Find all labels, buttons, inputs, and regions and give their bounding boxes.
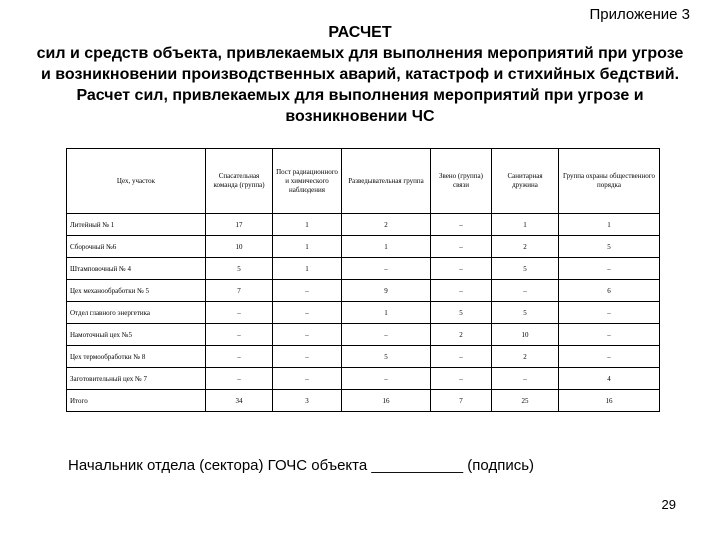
table-cell: 5	[431, 302, 492, 324]
header-comms-unit: Звено (группа) связи	[431, 149, 492, 214]
table-cell: –	[273, 280, 342, 302]
header-radiation-post: Пост радиационного и химического наблюдения	[273, 149, 342, 214]
table-cell: –	[342, 324, 431, 346]
table-cell: –	[273, 346, 342, 368]
table-cell: 5	[342, 346, 431, 368]
table-cell: –	[559, 302, 660, 324]
table-cell: 5	[559, 236, 660, 258]
table-row	[67, 368, 660, 390]
table-cell: 2	[492, 346, 559, 368]
table-cell: –	[431, 368, 492, 390]
table-cell: 6	[559, 280, 660, 302]
appendix-label: Приложение 3	[589, 6, 690, 23]
table-cell: –	[273, 302, 342, 324]
row-name-cell: Отдел главного энергетика	[67, 302, 206, 324]
table-cell: –	[559, 324, 660, 346]
row-name-cell: Итого	[67, 390, 206, 412]
table-cell: –	[342, 368, 431, 390]
table-cell: 17	[206, 214, 273, 236]
table-cell: 16	[559, 390, 660, 412]
table-cell: 1	[559, 214, 660, 236]
table-cell: 4	[559, 368, 660, 390]
table-cell: –	[431, 214, 492, 236]
row-name-cell: Штамповочный № 4	[67, 258, 206, 280]
table-cell: –	[206, 324, 273, 346]
table-cell: –	[342, 258, 431, 280]
table-cell: 1	[273, 236, 342, 258]
table-cell: –	[273, 368, 342, 390]
table-header-row	[67, 149, 660, 214]
header-rescue-team: Спасательная команда (группа)	[206, 149, 273, 214]
table-cell: 5	[206, 258, 273, 280]
forces-table	[66, 148, 660, 412]
table-cell: 2	[342, 214, 431, 236]
table-cell: 1	[342, 302, 431, 324]
table-cell: 5	[492, 302, 559, 324]
page-number: 29	[661, 497, 676, 512]
table-row	[67, 302, 660, 324]
table-cell: 10	[492, 324, 559, 346]
table-cell: 34	[206, 390, 273, 412]
table-cell: 16	[342, 390, 431, 412]
row-name-cell: Заготовительный цех № 7	[67, 368, 206, 390]
table-cell: –	[492, 280, 559, 302]
table-body	[67, 214, 660, 412]
row-name-cell: Намоточный цех №5	[67, 324, 206, 346]
table-cell: –	[492, 368, 559, 390]
table-cell: –	[206, 302, 273, 324]
table-row	[67, 390, 660, 412]
header-workshop: Цех, участок	[67, 149, 206, 214]
table-cell: –	[559, 258, 660, 280]
table-row	[67, 236, 660, 258]
table-cell: 7	[431, 390, 492, 412]
table-cell: –	[431, 236, 492, 258]
title-heading: РАСЧЕТ	[328, 24, 392, 41]
table-cell: 9	[342, 280, 431, 302]
table-cell: 25	[492, 390, 559, 412]
table-cell: 10	[206, 236, 273, 258]
signature-line: Начальник отдела (сектора) ГОЧС объекта ___________ (подпись)	[68, 457, 535, 474]
row-name-cell: Литейный № 1	[67, 214, 206, 236]
row-name-cell: Цех термообработки № 8	[67, 346, 206, 368]
table-row	[67, 280, 660, 302]
table-row	[67, 346, 660, 368]
document-title	[0, 22, 720, 127]
table-cell: –	[431, 346, 492, 368]
header-sanitary-squad: Санитарная дружина	[492, 149, 559, 214]
title-subtitle: сил и средств объекта, привлекаемых для выполнения мероприятий при угрозе и возникновении производственных аварий, катастроф и стихийных бедствий. Расчет сил, привлекаемых для выполнения мероприятий при угрозе и возникновении ЧС	[36, 45, 684, 125]
header-recon-group: Разведывательная группа	[342, 149, 431, 214]
table-cell: 3	[273, 390, 342, 412]
table-row	[67, 214, 660, 236]
row-name-cell: Сборочный №6	[67, 236, 206, 258]
table-cell: 2	[492, 236, 559, 258]
table-cell: –	[559, 346, 660, 368]
table-cell: 1	[273, 214, 342, 236]
header-order-group: Группа охраны общественного порядка	[559, 149, 660, 214]
row-name-cell: Цех механообработки № 5	[67, 280, 206, 302]
table-cell: 7	[206, 280, 273, 302]
table-cell: –	[431, 258, 492, 280]
table-cell: –	[206, 346, 273, 368]
table-row	[67, 324, 660, 346]
table-cell: –	[273, 324, 342, 346]
table-cell: 1	[492, 214, 559, 236]
table-cell: 2	[431, 324, 492, 346]
table-cell: 5	[492, 258, 559, 280]
table-cell: –	[431, 280, 492, 302]
table-row	[67, 258, 660, 280]
table-cell: –	[206, 368, 273, 390]
table-cell: 1	[342, 236, 431, 258]
table-cell: 1	[273, 258, 342, 280]
